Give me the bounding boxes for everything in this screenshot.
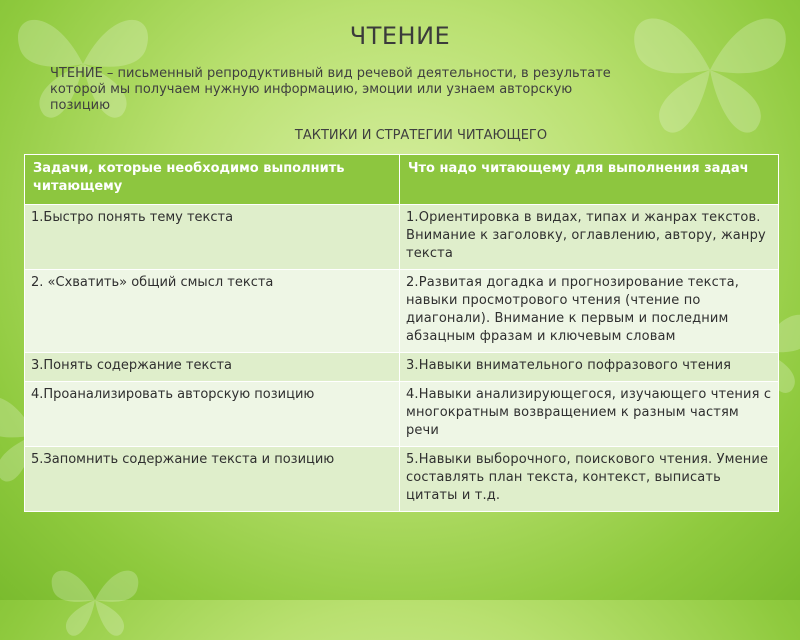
table-cell-task: 1.Быстро понять тему текста xyxy=(25,205,400,270)
table-caption-text: ТАКТИКИ И СТРАТЕГИИ ЧИТАЮЩЕГО xyxy=(294,128,548,143)
slide-title: ЧТЕНИЕ xyxy=(349,22,451,50)
definition-text: ЧТЕНИЕ – письменный репродуктивный вид речевой деятельности, в результате которой мы получаем нужную информацию, эмоции или узнаем авторскую позицию xyxy=(50,66,611,113)
butterfly-icon xyxy=(620,0,800,140)
table-caption xyxy=(0,128,800,143)
tactics-table xyxy=(24,154,779,512)
table-cell-need: 5.Навыки выборочного, поискового чтения. Умение составлять план текста, контекст, выписать цитаты и т.д. xyxy=(400,447,779,512)
table-header-row xyxy=(25,155,779,205)
table-row xyxy=(25,353,779,382)
table-cell-task: 3.Понять содержание текста xyxy=(25,353,400,382)
table-cell-need: 4.Навыки анализирующегося, изучающего чтения с многократным возвращением к разным частям речи xyxy=(400,382,779,447)
table-row xyxy=(25,205,779,270)
table-cell-task: 4.Проанализировать авторскую позицию xyxy=(25,382,400,447)
column-header-tasks: Задачи, которые необходимо выполнить читающему xyxy=(25,155,400,205)
table-cell-need: 3.Навыки внимательного пофразового чтения xyxy=(400,353,779,382)
table-cell-need: 1.Ориентировка в видах, типах и жанрах текстов. Внимание к заголовку, оглавлению, автору, жанру текста xyxy=(400,205,779,270)
table-row xyxy=(25,270,779,353)
table-cell-need: 2.Развитая догадка и прогнозирование текста, навыки просмотрового чтения (чтение по диагонали). Внимание к первым и последним абзацным фразам и ключевым словам xyxy=(400,270,779,353)
butterfly-icon xyxy=(40,560,150,640)
table-row xyxy=(25,382,779,447)
table-cell-task: 5.Запомнить содержание текста и позицию xyxy=(25,447,400,512)
table-row xyxy=(25,447,779,512)
table-cell-task: 2. «Схватить» общий смысл текста xyxy=(25,270,400,353)
column-header-needs: Что надо читающему для выполнения задач xyxy=(400,155,779,205)
